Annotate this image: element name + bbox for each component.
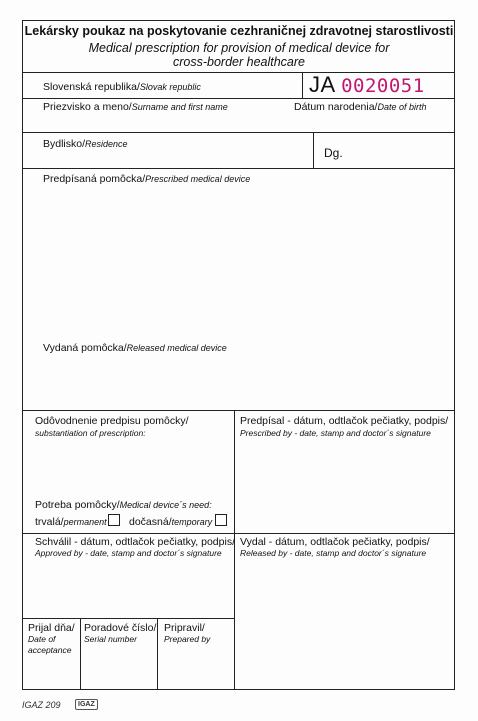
divider-substantiation xyxy=(22,410,455,411)
release-label: Vydal - dátum, odtlačok pečiatky, podpis/ xyxy=(240,536,430,548)
serial-number xyxy=(309,72,425,98)
serial-number-label-en: Serial number xyxy=(84,634,137,644)
serial-number-label: Poradové číslo/ xyxy=(84,622,157,634)
form-code: IGAZ 209 xyxy=(22,700,61,710)
approval-label: Schválil - dátum, odtlačok pečiatky, podpis/ xyxy=(35,536,235,548)
released-device-label: Vydaná pomôcka/Released medical device xyxy=(43,342,227,354)
form-frame xyxy=(22,20,455,690)
form-subtitle-line1: Medical prescription for provision of medical device for xyxy=(88,41,390,55)
column-divider xyxy=(234,410,235,690)
acceptance-date-label-en: Date of acceptance xyxy=(28,634,72,655)
diagnosis-divider xyxy=(313,132,314,168)
serial-prefix: JA xyxy=(309,72,335,97)
acceptance-divider-2 xyxy=(157,618,158,690)
prepared-by-label: Pripravil/ xyxy=(164,622,205,634)
acceptance-divider-1 xyxy=(80,618,81,690)
birth-date-label: Dátum narodenia/Date of birth xyxy=(294,101,427,113)
release-label-en: Released by - date, stamp and doctor´s signature xyxy=(240,548,427,558)
residence-label: Bydlisko/Residence xyxy=(43,138,128,150)
temporary-option-label: dočasná/temporary xyxy=(129,516,213,528)
substantiation-label: Odôvodnenie predpisu pomôcky/ xyxy=(35,415,189,427)
device-need-label: Potreba pomôcky/Medical device´s need: xyxy=(35,499,212,511)
igaz-stamp-logo: IGAZ xyxy=(75,699,98,710)
substantiation-label-en: substantiation of prescription: xyxy=(35,428,146,438)
serial-box-divider xyxy=(302,72,303,98)
form-title: Lekársky poukaz na poskytovanie cezhraničnej zdravotnej starostlivosti xyxy=(24,24,454,38)
divider-acceptance xyxy=(22,618,234,619)
divider-residence xyxy=(22,132,455,133)
divider-name xyxy=(22,98,455,99)
surname-label: Priezvisko a meno/Surname and first name xyxy=(43,101,228,113)
form-subtitle-line2: cross-border healthcare xyxy=(172,55,305,69)
divider-device xyxy=(22,168,455,169)
temporary-checkbox[interactable] xyxy=(215,514,227,526)
country-label: Slovenská republika/Slovak republic xyxy=(43,81,201,93)
serial-value: 0020051 xyxy=(341,75,425,97)
prescriber-label: Predpísal - dátum, odtlačok pečiatky, podpis/ xyxy=(240,415,449,427)
permanent-checkbox[interactable] xyxy=(108,514,120,526)
acceptance-date-label: Prijal dňa/ xyxy=(28,622,75,634)
prescriber-label-en: Prescribed by - date, stamp and doctor´s signature xyxy=(240,428,431,438)
approval-label-en: Approved by - date, stamp and doctor´s signature xyxy=(35,548,222,558)
diagnosis-label: Dg. xyxy=(324,146,343,160)
prepared-by-label-en: Prepared by xyxy=(164,634,211,644)
prescribed-device-label: Predpísaná pomôcka/Prescribed medical device xyxy=(43,173,251,185)
permanent-option-label: trvalá/permanent xyxy=(35,516,107,528)
divider-approval xyxy=(22,533,455,534)
